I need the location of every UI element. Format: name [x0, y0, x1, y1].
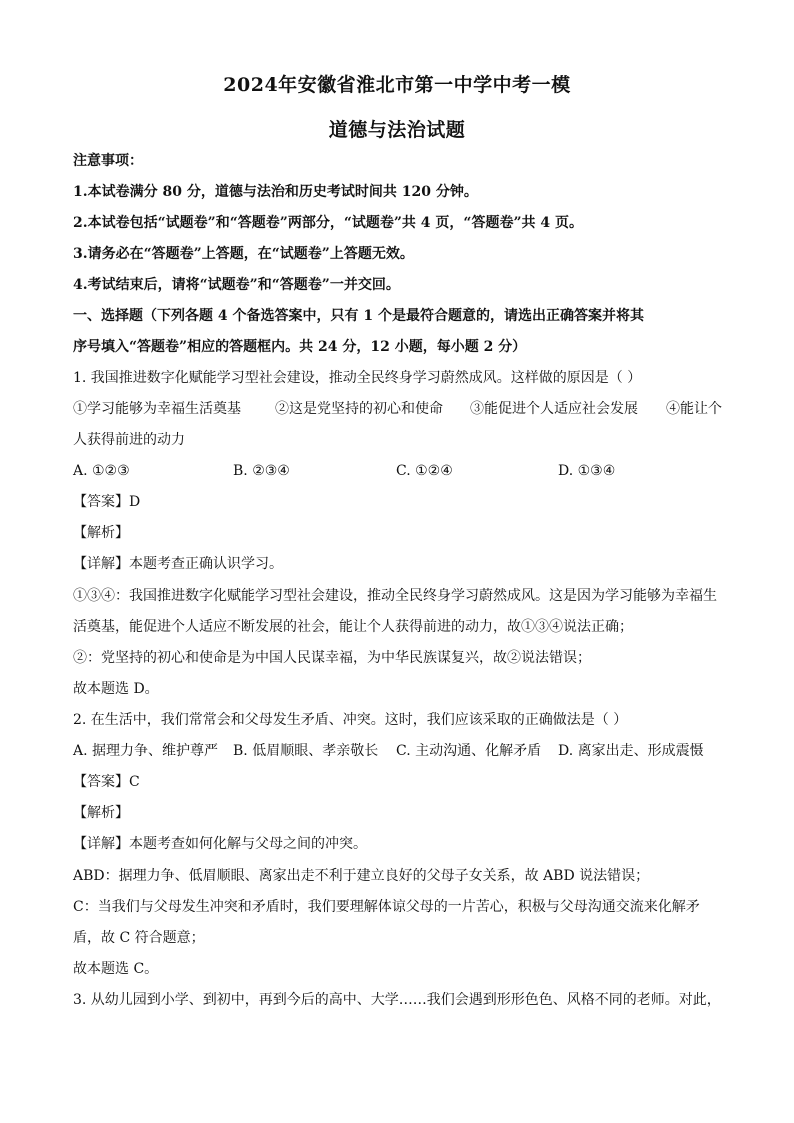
- conclusion: 故本题选 C。: [73, 961, 159, 977]
- option-c: C. ①②④: [396, 463, 453, 479]
- analysis-label: 【解析】: [73, 525, 129, 541]
- answer: 【答案】D: [73, 494, 141, 510]
- explanation: ①③④：我国推进数字化赋能学习型社会建设，推动全民终身学习蔚然成风。这是因为学习能够为幸福生: [73, 588, 717, 604]
- page-title: 2024年安徽省淮北市第一中学中考一模: [223, 74, 571, 96]
- explanation: ②：党坚持的初心和使命是为中国人民谋幸福，为中华民族谋复兴，故②说法错误；: [73, 650, 591, 666]
- notice-item: 4.考试结束后，请将“试题卷”和“答题卷”一并交回。: [73, 277, 400, 293]
- detail: 【详解】本题考查如何化解与父母之间的冲突。: [73, 836, 367, 852]
- notice-item: 3.请务必在“答题卷”上答题，在“试题卷”上答题无效。: [73, 246, 414, 262]
- statement: ②这是党坚持的初心和使命: [275, 401, 443, 417]
- option-d: D. 离家出走、形成震慑: [558, 743, 704, 759]
- page-subtitle: 道德与法治试题: [328, 119, 466, 141]
- explanation: ABD：据理力争、低眉顺眼、离家出走不利于建立良好的父母子女关系，故 ABD 说法错误；: [73, 868, 650, 884]
- option-b: B. 低眉顺眼、孝亲敬长: [233, 743, 379, 759]
- analysis-label: 【解析】: [73, 805, 129, 821]
- explanation: 活奠基，能促进个人适应不断发展的社会，能让个人获得前进的动力，故①③④说法正确；: [73, 619, 633, 635]
- answer: 【答案】C: [73, 774, 140, 790]
- statement: ①学习能够为幸福生活奠基: [73, 401, 241, 417]
- question-stem: 3. 从幼儿园到小学、到初中，再到今后的高中、大学……我们会遇到形形色色、风格不同的老师。对此，: [73, 992, 721, 1008]
- option-c: C. 主动沟通、化解矛盾: [396, 743, 542, 759]
- explanation: 盾，故 C 符合题意；: [73, 930, 205, 946]
- detail: 【详解】本题考查正确认识学习。: [73, 556, 283, 572]
- question-stem: 1. 我国推进数字化赋能学习型社会建设，推动全民终身学习蔚然成风。这样做的原因是（ ）: [73, 370, 642, 386]
- statement: ③能促进个人适应社会发展: [470, 401, 638, 417]
- notice-item: 2.本试卷包括“试题卷”和“答题卷”两部分，“试题卷”共 4 页，“答题卷”共 4 页。: [73, 215, 584, 231]
- section-title-cont: 序号填入“答题卷”相应的答题框内。共 24 分，12 小题，每小题 2 分）: [73, 339, 527, 355]
- option-b: B. ②③④: [233, 463, 290, 479]
- option-a: A. 据理力争、维护尊严: [73, 743, 219, 759]
- notice-item: 1.本试卷满分 80 分，道德与法治和历史考试时间共 120 分钟。: [73, 184, 478, 200]
- statement: ④能让个: [666, 401, 722, 417]
- question-stem: 2. 在生活中，我们常常会和父母发生矛盾、冲突。这时，我们应该采取的正确做法是（ ）: [73, 712, 628, 728]
- option-a: A. ①②③: [73, 463, 130, 479]
- section-title: 一、选择题（下列各题 4 个备选答案中，只有 1 个是最符合题意的，请选出正确答案并将其: [73, 308, 644, 324]
- conclusion: 故本题选 D。: [73, 681, 159, 697]
- notice-heading: 注意事项：: [73, 153, 143, 169]
- explanation: C：当我们与父母发生冲突和矛盾时，我们要理解体谅父母的一片苦心，积极与父母沟通交流来化解矛: [73, 899, 700, 915]
- statement-cont: 人获得前进的动力: [73, 432, 185, 448]
- option-d: D. ①③④: [558, 463, 616, 479]
